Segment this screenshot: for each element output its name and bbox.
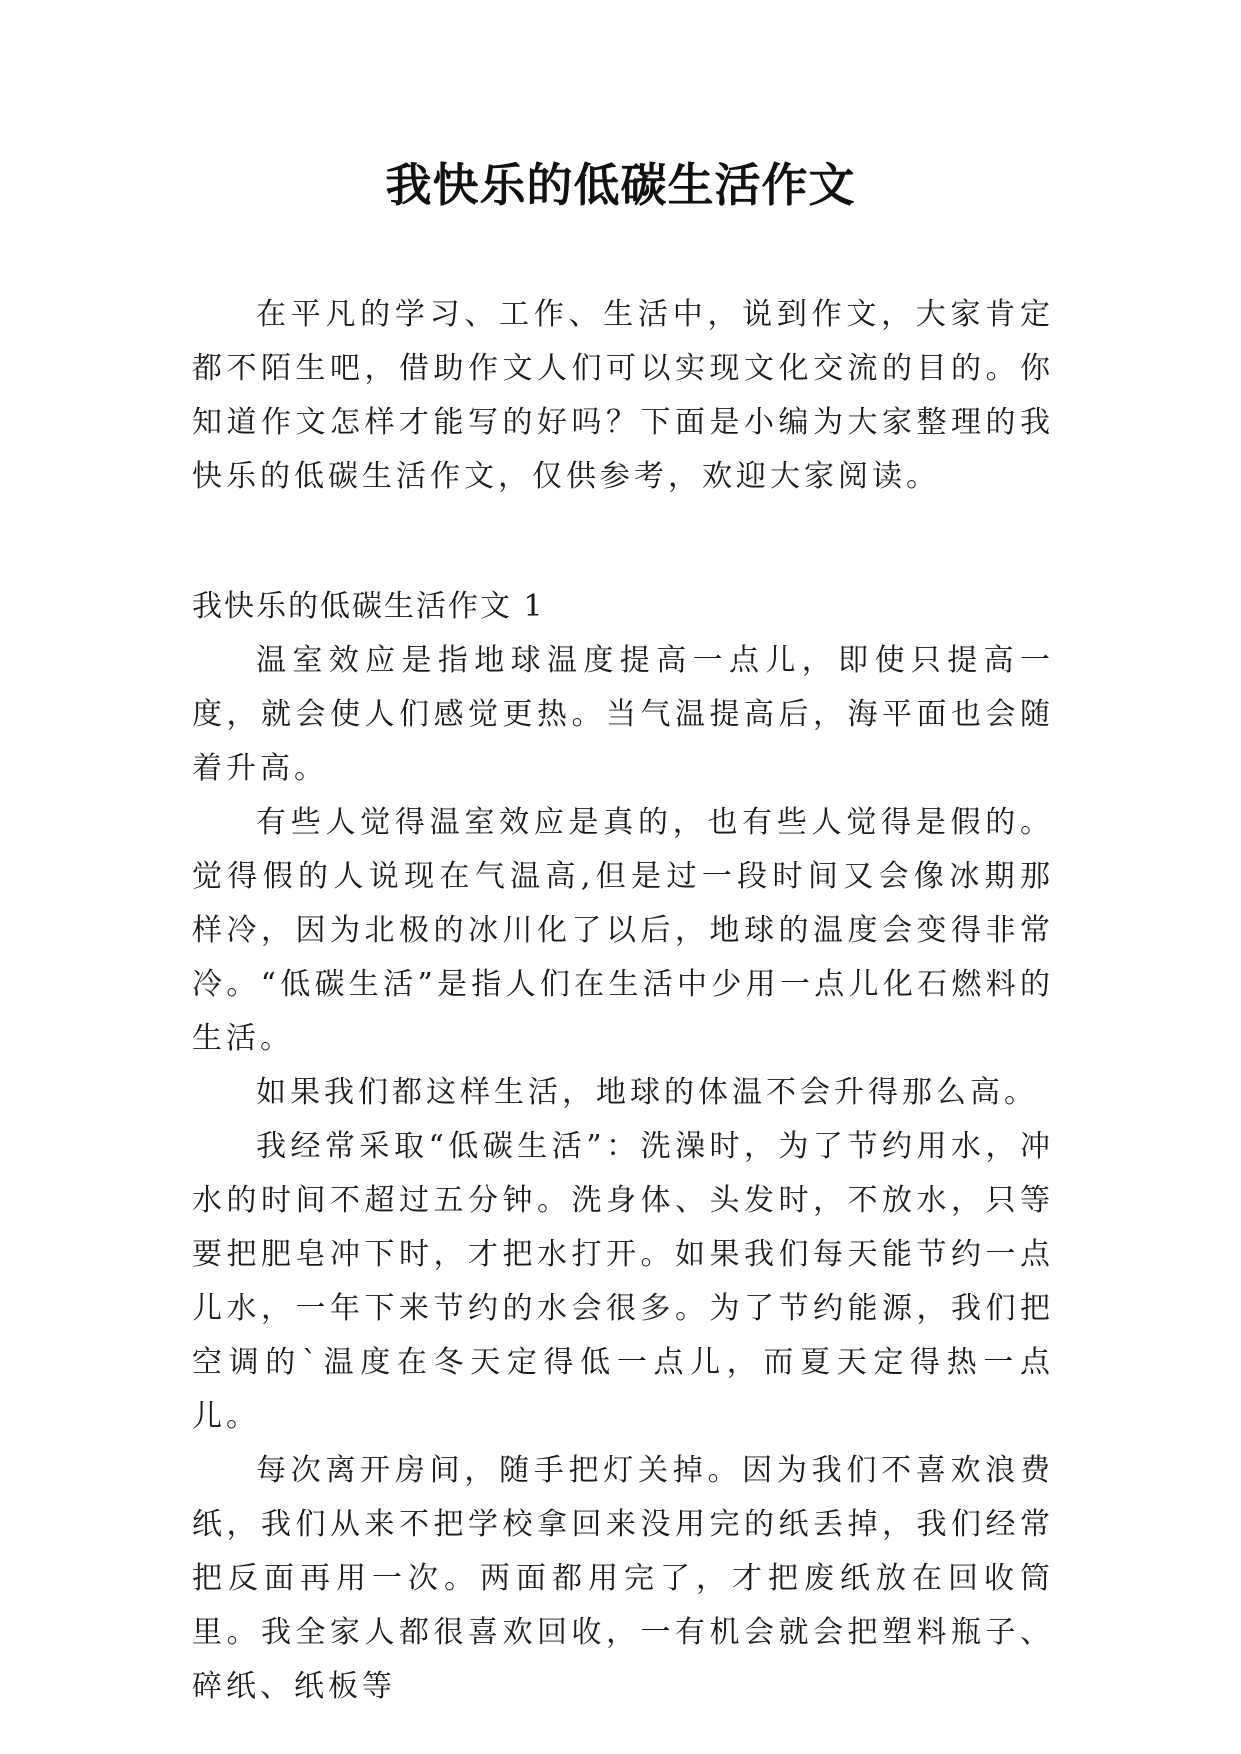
body-paragraph: 有些人觉得温室效应是真的，也有些人觉得是假的。觉得假的人说现在气温高,但是过一段时间又会像冰期那样冷，因为北极的冰川化了以后，地球的温度会变得非常冷。“低碳生活”是指人们在生活中少用一点儿化石燃料的生活。 [192, 805, 1054, 1056]
body-paragraph: 我经常采取“低碳生活”：洗澡时，为了节约用水，冲水的时间不超过五分钟。洗身体、头发时，不放水，只等要把肥皂冲下时，才把水打开。如果我们每天能节约一点儿水，一年下来节约的水会很多。为了节约能源，我们把空调的`温度在冬天定得低一点儿，而夏天定得热一点儿。 [192, 1129, 1054, 1434]
intro-block [192, 288, 1054, 504]
section-heading: 我快乐的低碳生活作文 1 [192, 589, 545, 624]
body-paragraph: 温室效应是指地球温度提高一点儿，即使只提高一度，就会使人们感觉更热。当气温提高后，海平面也会随着升高。 [192, 643, 1054, 786]
essay-section [192, 580, 1054, 1714]
body-paragraph: 如果我们都这样生活，地球的体温不会升得那么高。 [256, 1075, 1038, 1110]
body-paragraph: 每次离开房间，随手把灯关掉。因为我们不喜欢浪费纸，我们从来不把学校拿回来没用完的纸丢掉，我们经常把反面再用一次。两面都用完了，才把废纸放在回收筒里。我全家人都很喜欢回收，一有机会就会把塑料瓶子、碎纸、纸板等 [192, 1453, 1054, 1704]
document-title: 我快乐的低碳生活作文 [385, 158, 856, 212]
intro-paragraph: 在平凡的学习、工作、生活中，说到作文，大家肯定都不陌生吧，借助作文人们可以实现文化交流的目的。你知道作文怎样才能写的好吗？下面是小编为大家整理的我快乐的低碳生活作文，仅供参考，欢迎大家阅读。 [192, 297, 1054, 494]
